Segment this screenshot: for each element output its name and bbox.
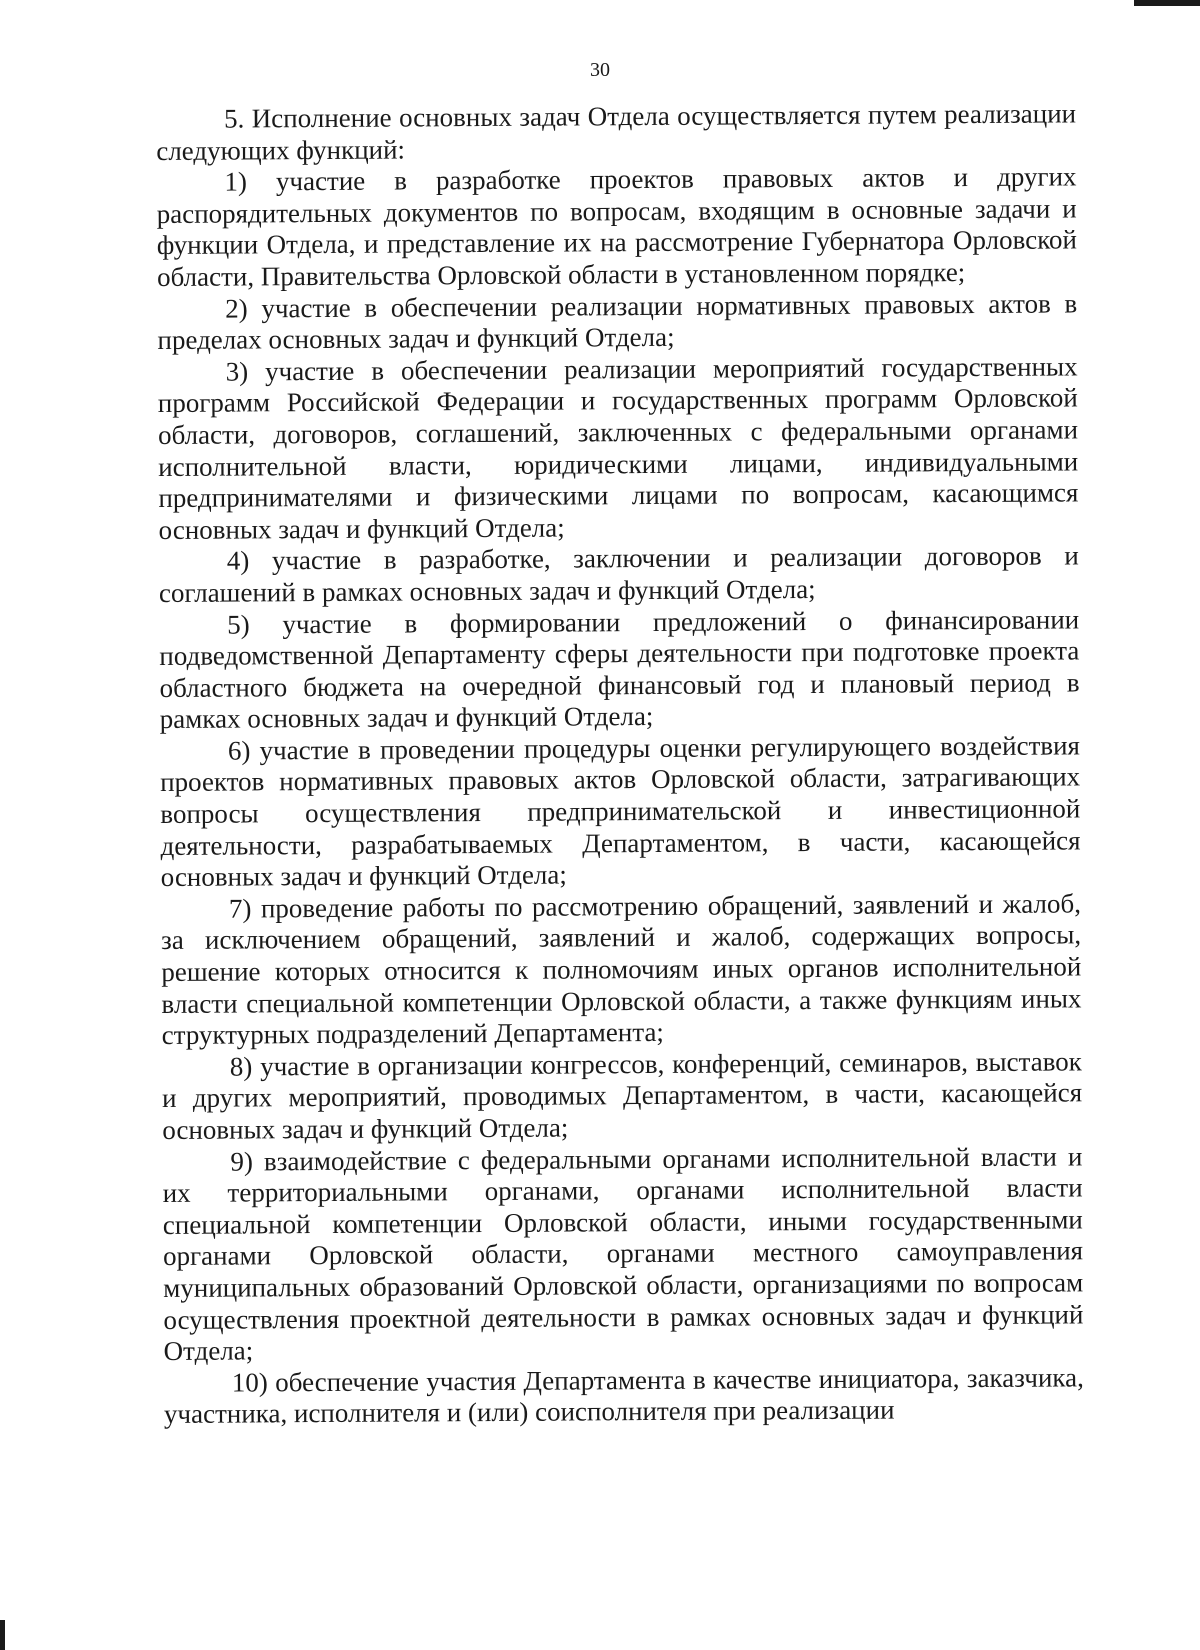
list-item-4: 4) участие в разработке, заключении и реализации договоров и соглашений в рамках основных задач и функций Отдела; [158, 540, 1079, 608]
scan-edge-mark [1134, 0, 1200, 6]
list-item-6: 6) участие в проведении процедуры оценки регулирующего воздействия проектов нормативных правовых актов Орловской области, затрагивающих вопросы осуществления предпринимательской и инвестиционной деятельности, разрабатываемых Департаментом, в части, касающейся основных задач и функций Отдела; [160, 730, 1081, 893]
scan-edge-mark-bottom [0, 1620, 5, 1650]
list-item-3: 3) участие в обеспечении реализации мероприятий государственных программ Российской Федерации и государственных программ Орловской области, договоров, соглашений, заключенных с федеральными органами исполнительной власти, юридическими лицами, индивидуальными предпринимателями и физическими лицами по вопросам, касающимся основных задач и функций Отдела; [157, 351, 1079, 545]
list-item-8: 8) участие в организации конгрессов, конференций, семинаров, выставок и других мероприятий, проводимых Департаментом, в части, касающейся основных задач и функций Отдела; [161, 1046, 1083, 1145]
document-body [156, 98, 1084, 1431]
list-item-5: 5) участие в формировании предложений о финансировании подведомственной Департаменту сферы деятельности при подготовке проекта областного бюджета на очередной финансовый год и плановый период в рамках основных задач и функций Отдела; [159, 603, 1080, 735]
list-item-10: 10) обеспечение участия Департамента в качестве инициатора, заказчика, участника, исполнителя и (или) соисполнителя при реализации [163, 1362, 1084, 1430]
paragraph-intro: 5. Исполнение основных задач Отдела осуществляется путем реализации следующих функций: [156, 98, 1077, 166]
list-item-2: 2) участие в обеспечении реализации нормативных правовых актов в пределах основных задач и функций Отдела; [157, 287, 1078, 356]
list-item-7: 7) проведение работы по рассмотрению обращений, заявлений и жалоб, за исключением обращений, заявлений и жалоб, содержащих вопросы, решение которых относится к полномочиям иных органов исполнительной власти специальной компетенции Орловской области, а также функциям иных структурных подразделений Департамента; [161, 888, 1082, 1051]
list-item-1: 1) участие в разработке проектов правовых актов и других распорядительных документов по вопросам, входящим в основные задачи и функции Отдела, и представление их на рассмотрение Губернатора Орловской области, Правительства Орловской области в установленном порядке; [156, 161, 1077, 292]
page-number: 30 [590, 59, 610, 81]
list-item-9: 9) взаимодействие с федеральными органами исполнительной власти и их территориальными органами, органами исполнительной власти специальной компетенции Орловской области, иными государственными органами Орловской области, органами местного самоуправления муниципальных образований Орловской области, организациями по вопросам осуществления проектной деятельности в рамках основных задач и функций Отдела; [162, 1140, 1084, 1367]
